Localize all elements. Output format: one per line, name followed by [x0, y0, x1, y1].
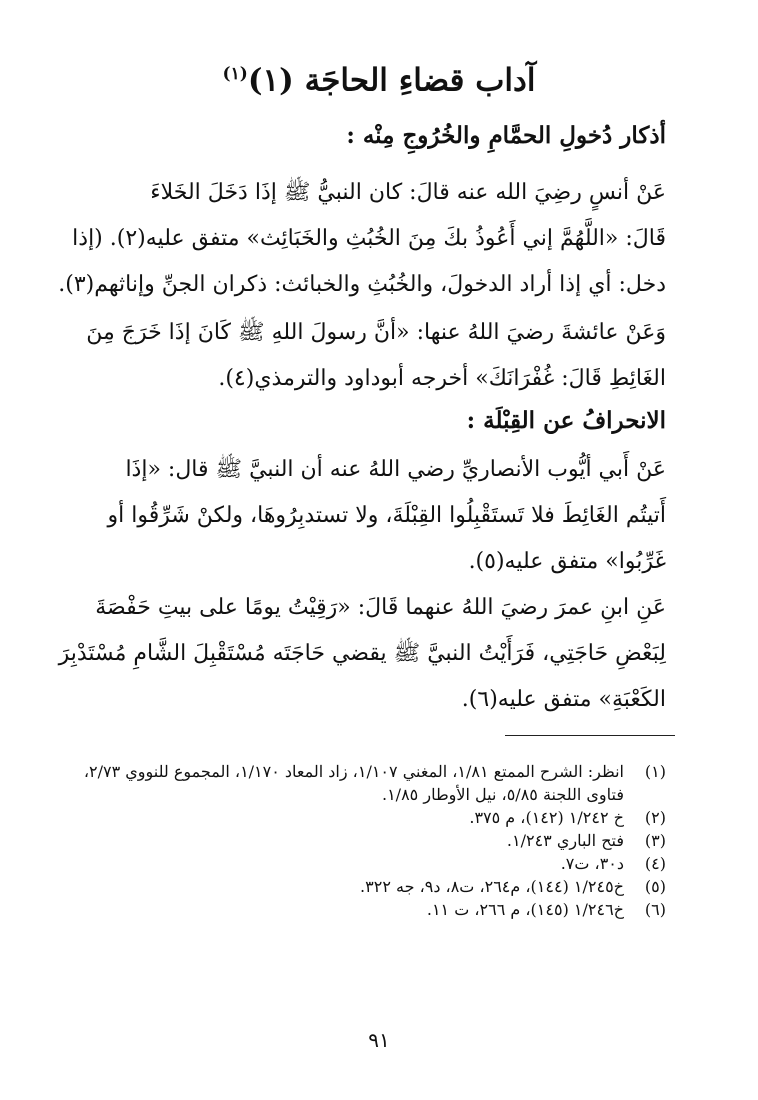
footnote-text: خ ١/٢٤٢ (١٤٢)، م ٣٧٥.	[469, 808, 624, 827]
footnote-number: (٥)	[644, 877, 666, 896]
footnote-text: خ١/٢٤٦ (١٤٥)، م ٢٦٦، ت ١١.	[426, 900, 624, 919]
paragraph-aisha	[78, 310, 666, 402]
paragraph-line: لِبَعْضِ حَاجَتِي، فَرَأَيْتُ النبيَّ ﷺ يقضي حَاجَتَه مُسْتَقْبِلَ الشَّامِ مُسْتَدْبِرَ	[58, 641, 666, 666]
paragraph-line: دخل: أي إذا أراد الدخولَ، والخُبُثِ والخبائث: ذكران الجنِّ وإناثهم(٣).	[58, 272, 666, 297]
footnote-text: فتح الباري ١/٢٤٣.	[506, 831, 624, 850]
paragraph-line: غَرِّبُوا» متفق عليه(٥).	[468, 549, 666, 574]
footnote-number: (٢)	[644, 808, 666, 827]
footnote	[78, 829, 666, 852]
footnote-text: د٣٠، ت٧.	[560, 854, 624, 873]
footnote	[78, 852, 666, 875]
footnote-number: (٤)	[644, 854, 666, 873]
paragraph-abu-ayyub	[78, 447, 666, 585]
paragraph-anas	[58, 170, 666, 308]
footnote	[78, 760, 666, 806]
paragraph-line: الكَعْبَةِ» متفق عليه(٦).	[461, 687, 666, 712]
footnote-number: (١)	[644, 762, 666, 781]
footnote-text: انظر: الشرح الممتع ١/٨١، المغني ١/١٠٧، زاد المعاد ١/١٧٠، المجموع للنووي ٢/٧٣، فتاوى اللجنة ٥/٨٥، نيل الأوطار ١/٨٥.	[83, 762, 624, 804]
title-footnote-ref: (١)	[222, 64, 248, 84]
page-number: ٩١	[368, 1028, 390, 1052]
footnote-number: (٣)	[644, 831, 666, 850]
footnote	[78, 898, 666, 921]
footnote-separator	[505, 735, 675, 736]
section-heading-1: أذكار دُخولِ الحمَّامِ والخُرُوجِ مِنْه :	[346, 122, 666, 149]
footnote	[78, 875, 666, 898]
paragraph-line: عَنْ أنسٍ رضِيَ الله عنه قالَ: كان النبيُّ ﷺ إذَا دَخَلَ الخَلاءَ	[150, 180, 666, 205]
paragraph-line: عَنْ أَبي أيُّوب الأنصاريِّ رضي اللهُ عنه أن النبيَّ ﷺ قال: «إذَا	[125, 457, 666, 482]
paragraph-line: الغَائِطِ قَالَ: غُفْرَانَكَ» أخرجه أبوداود والترمذي(٤).	[218, 366, 666, 391]
footnotes	[78, 760, 666, 921]
paragraph-line: أَتيتُم الغَائِطَ فلا تَستَقْبِلُوا القِبْلَةَ، ولا تستدبِرُوهَا، ولكنْ شَرِّقُوا أو	[107, 503, 666, 528]
paragraph-line: قَالَ: «اللَّهُمَّ إني أَعُوذُ بكَ مِنَ الخُبُثِ والخَبَائِث» متفق عليه(٢). (إذا	[72, 226, 666, 251]
page-title-text: آداب قضاءِ الحاجَة (١)	[247, 62, 536, 99]
footnote-text: خ١/٢٤٥ (١٤٤)، م٢٦٤، ت٨، د٩، جه ٣٢٢.	[360, 877, 624, 896]
section-heading-2: الانحرافُ عن القِبْلَة :	[466, 407, 666, 434]
footnote	[78, 806, 666, 829]
footnote-number: (٦)	[644, 900, 666, 919]
paragraph-line: عَنِ ابنِ عمرَ رضيَ اللهُ عنهما قَالَ: «رَقِيْتُ يومًا على بيتِ حَفْصَةَ	[95, 595, 666, 620]
page-title	[0, 52, 758, 102]
paragraph-line: وَعَنْ عائشةَ رضيَ اللهُ عنها: «أنَّ رسولَ اللهِ ﷺ كَانَ إذَا خَرَجَ مِنَ	[86, 320, 666, 345]
paragraph-ibn-umar	[58, 585, 666, 723]
